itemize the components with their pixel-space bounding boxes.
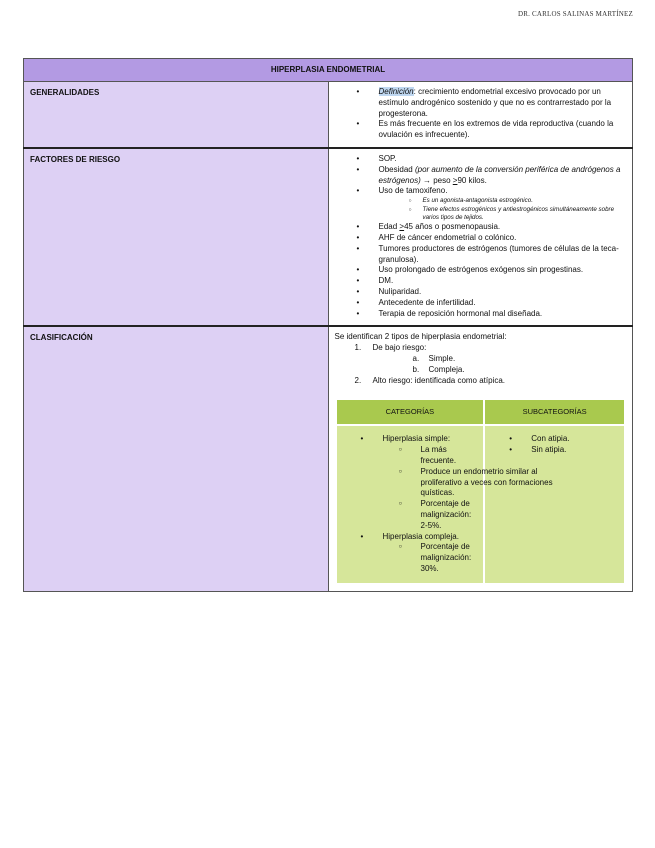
obesidad-value: 90 kilos. — [457, 175, 487, 185]
row-factores — [24, 148, 633, 326]
definicion-term: Definición — [378, 87, 414, 96]
edad-ge: > — [399, 222, 405, 232]
list-item — [355, 343, 627, 375]
author-header: DR. CARLOS SALINAS MARTÍNEZ — [517, 10, 633, 18]
categorias-table — [335, 398, 627, 584]
sub-list-item: ○ Es un agonista-antagonista estrogénico. — [409, 197, 627, 205]
edad-value: 45 años o posmenopausia. — [404, 222, 501, 232]
subcategorias-body — [484, 425, 625, 583]
sub-list-item: ○ Tiene efectos estrogénicos y antiestrogénicos simultáneamente sobre varios tipos de tejidos. — [409, 206, 627, 223]
clasificacion-intro: Se identifican 2 tipos de hiperplasia endometrial: — [334, 332, 507, 342]
content-clasificacion — [328, 326, 633, 591]
list-item — [361, 532, 478, 575]
list-item: • Antecedente de infertilidad. — [357, 298, 627, 309]
list-item: • Sin atipia. — [509, 445, 618, 456]
content-factores — [328, 148, 633, 326]
bajo-riesgo: De bajo riesgo: — [372, 343, 427, 353]
list-item — [357, 186, 627, 222]
edad-label: Edad — [378, 222, 400, 232]
compleja-title: Hiperplasia compleja. — [382, 531, 459, 541]
simple-text: Simple. — [428, 354, 456, 364]
content-generalidades — [328, 82, 633, 148]
obesidad-note: (por aumento de la conversión periférica de andrógenos a estrógenos) — [378, 164, 621, 185]
main-table — [23, 58, 633, 592]
list-number: 2. — [354, 375, 362, 385]
obesidad-arrow: → peso — [420, 175, 453, 185]
sub-list-item: ○ La más frecuente. — [399, 445, 478, 467]
list-letter: b. — [412, 364, 420, 374]
list-item — [355, 376, 627, 387]
list-item: • Con atipia. — [509, 434, 618, 445]
row-clasificacion — [24, 326, 633, 591]
list-item — [357, 165, 627, 187]
sub-list-item: ○ Porcentaje de malignización: 2-5%. — [399, 499, 478, 531]
table-title: HIPERPLASIA ENDOMETRIAL — [24, 59, 633, 82]
definicion-text: : crecimiento endometrial excesivo provocado por un estímulo androgénico sostenido y que no es contrarrestado por la progesterona. — [378, 87, 612, 118]
obesidad-ge: > — [452, 175, 458, 185]
simple-title: Hiperplasia simple: — [382, 434, 451, 444]
tamoxifeno-text: Uso de tamoxifeno. — [378, 186, 448, 196]
list-item: • Terapia de reposición hormonal mal diseñada. — [357, 309, 627, 320]
head-subcategorias: SUBCATEGORÍAS — [484, 399, 625, 425]
list-item — [357, 87, 627, 119]
list-item: • SOP. — [357, 154, 627, 165]
alto-riesgo: Alto riesgo: identificada como atípica. — [372, 375, 506, 385]
obesidad-label: Obesidad — [378, 164, 415, 174]
list-letter: a. — [412, 354, 420, 364]
list-number: 1. — [354, 343, 362, 353]
sub-list-item — [413, 365, 627, 376]
list-item: • AHF de cáncer endometrial o colónico. — [357, 233, 627, 244]
list-item: • Es más frecuente en los extremos de vida reproductiva (cuando la ovulación es infrecuente). — [357, 119, 627, 141]
list-item: • DM. — [357, 276, 627, 287]
compleja-text: Compleja. — [428, 364, 465, 374]
sub-list-item — [413, 354, 627, 365]
label-generalidades: GENERALIDADES — [24, 82, 329, 148]
row-generalidades — [24, 82, 633, 148]
label-factores: FACTORES DE RIESGO — [24, 148, 329, 326]
list-item — [357, 222, 627, 233]
sub-list-item: ○ Porcentaje de malignización: 30%. — [399, 542, 478, 574]
sub-list-item: ○ Produce un endometrio similar al proliferativo a veces con formaciones quísticas. — [399, 467, 581, 499]
head-categorias: CATEGORÍAS — [336, 399, 485, 425]
list-item: • Tumores productores de estrógenos (tumores de células de la teca-granulosa). — [357, 244, 627, 266]
list-item: • Uso prolongado de estrógenos exógenos sin progestinas. — [357, 265, 627, 276]
list-item: • Nuliparidad. — [357, 287, 627, 298]
label-clasificacion: CLASIFICACIÓN — [24, 326, 329, 591]
